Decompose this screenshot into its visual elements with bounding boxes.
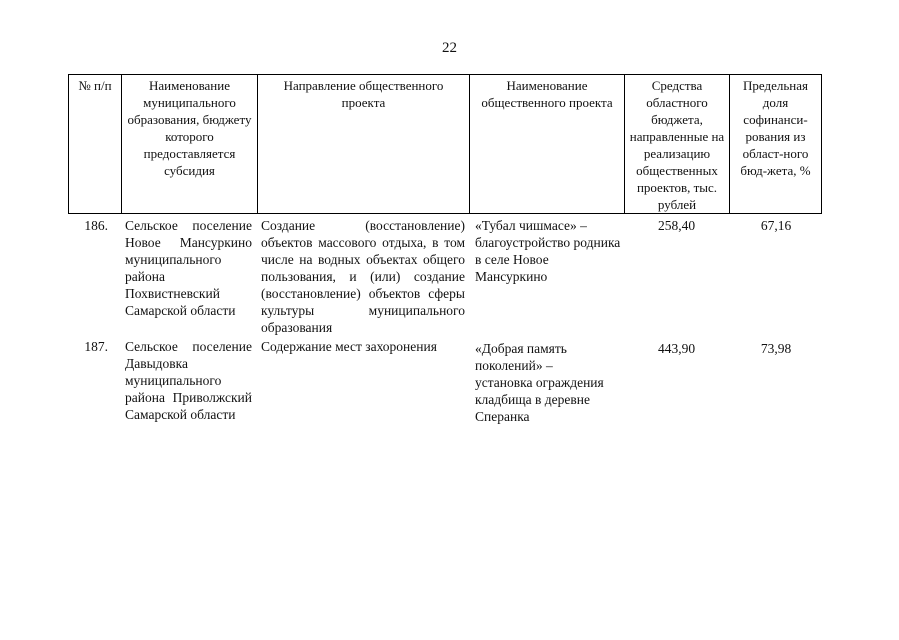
header-share-label: Предельная доля софинанси-рования из област-ного бюд-жета, % [740, 78, 811, 178]
header-cell-num [68, 74, 121, 214]
row-funds: 443,90 [657, 341, 696, 356]
row-share: 73,98 [760, 341, 792, 356]
page-number: 22 [442, 40, 457, 56]
row-funds: 258,40 [657, 218, 696, 233]
row-direction: Содержание мест захоронения [261, 339, 437, 354]
row-project: «Добрая память поколений» – установка ограждения кладбища в деревне Сперанка [475, 341, 604, 424]
header-project-label: Наименование общественного проекта [481, 78, 613, 110]
row-direction: Создание (восстановление) объектов массового отдыха, в том числе на водных объектах общего пользования, и (или) создание (восстановление) объектов сферы культуры муниципального образования [261, 218, 465, 335]
header-funds-label: Средства областного бюджета, направленные на реализацию общественных проектов, тыс. рублей [629, 78, 725, 212]
row-municipality: Сельское поселение Давыдовка муниципального района Приволжский Самарской области [125, 339, 252, 422]
header-cell-share [729, 74, 822, 214]
header-cell-municipality [121, 74, 257, 214]
header-direction-label: Направление общественного проекта [283, 78, 444, 110]
row-project: «Тубал чишмасе» – благоустройство родника в селе Новое Мансуркино [475, 218, 621, 284]
header-cell-funds [624, 74, 729, 214]
row-num: 186. [84, 218, 108, 233]
header-cell-direction [257, 74, 469, 214]
header-num-label: № п/п [78, 78, 112, 93]
header-municipality-label: Наименование муниципального образования, бюджету которого предоставляется субсидия [127, 78, 252, 178]
row-num: 187. [84, 339, 108, 354]
row-share: 67,16 [760, 218, 792, 233]
row-municipality: Сельское поселение Новое Мансуркино муниципального района Похвистневский Самарской области [125, 218, 252, 318]
header-cell-project [469, 74, 624, 214]
